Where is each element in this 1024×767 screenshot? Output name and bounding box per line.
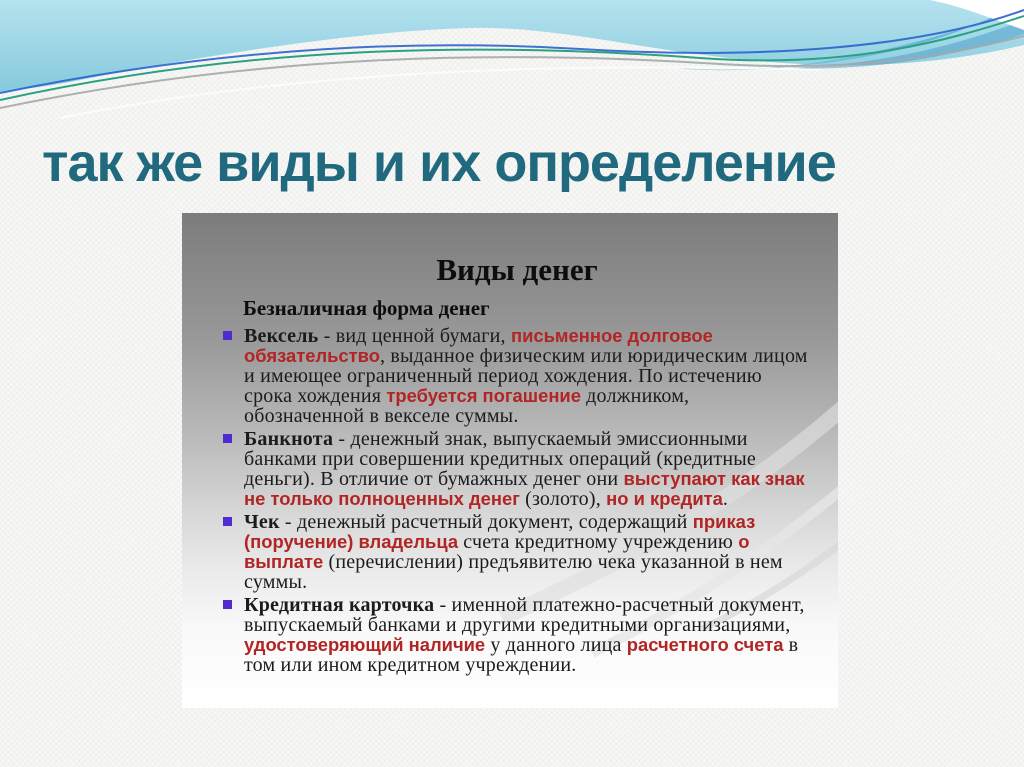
text-segment-term: Кредитная карточка [244,594,435,617]
text-segment-highlight: но и кредита [606,488,723,510]
text-segment-normal: - вид ценной бумаги, [318,325,511,348]
text-segment-normal: (золото), [519,488,607,511]
text-segment-highlight: расчетного счета [626,634,784,656]
text-segment-highlight: удостоверяющий наличие [244,634,486,656]
bullet-square-icon [223,517,232,526]
bullet-item [222,429,812,509]
text-segment-normal: . [722,488,729,511]
text-segment-term: Чек [244,511,280,534]
text-segment-normal: - именной платежно-расчетный документ, выпускаемый банками и другими кредитными организациями, [244,594,805,637]
text-segment-normal: - денежный знак, выпускаемый эмиссионными банками при совершении кредитных операций (кредитные деньги). В отличие от бумажных денег они [244,428,756,491]
bullet-item [222,512,812,592]
bullet-square-icon [223,600,232,609]
image-subheading: Безналичная форма денег [243,296,490,321]
text-segment-normal: (перечислении) предъявителю чека указанной в нем суммы. [244,551,783,594]
image-heading: Виды денег [436,252,598,287]
text-segment-normal: , выданное физическим или юридическим лицом и имеющее ограниченный период хождения. По истечению срока хождения [244,345,808,408]
text-segment-normal: счета кредитному учреждению [458,531,739,554]
bullet-square-icon [223,331,232,340]
text-segment-normal: должником, обозначенной в векселе суммы. [244,385,690,428]
money-types-image [182,213,838,708]
page-title: так же виды и их определение [42,133,836,193]
bullet-square-icon [223,434,232,443]
bullet-item [222,595,812,675]
text-segment-normal: у данного лица [485,634,627,657]
text-segment-highlight: приказ (поручение) владельца [244,511,756,553]
text-segment-term: Банкнота [244,428,334,451]
text-segment-normal: - денежный расчетный документ, содержащий [279,511,693,534]
header-wave-decoration [0,0,1024,145]
text-segment-normal: в том или ином кредитном учреждении. [244,634,799,677]
text-segment-highlight: выступают как знак не только полноценных денег [244,468,805,510]
text-segment-term: Вексель [244,325,319,348]
bullet-item [222,326,812,426]
bullet-list [222,326,812,675]
text-segment-highlight: о выплате [244,531,750,573]
text-segment-highlight: письменное долговое обязательство [244,325,713,367]
text-segment-highlight: требуется погашение [386,385,581,407]
